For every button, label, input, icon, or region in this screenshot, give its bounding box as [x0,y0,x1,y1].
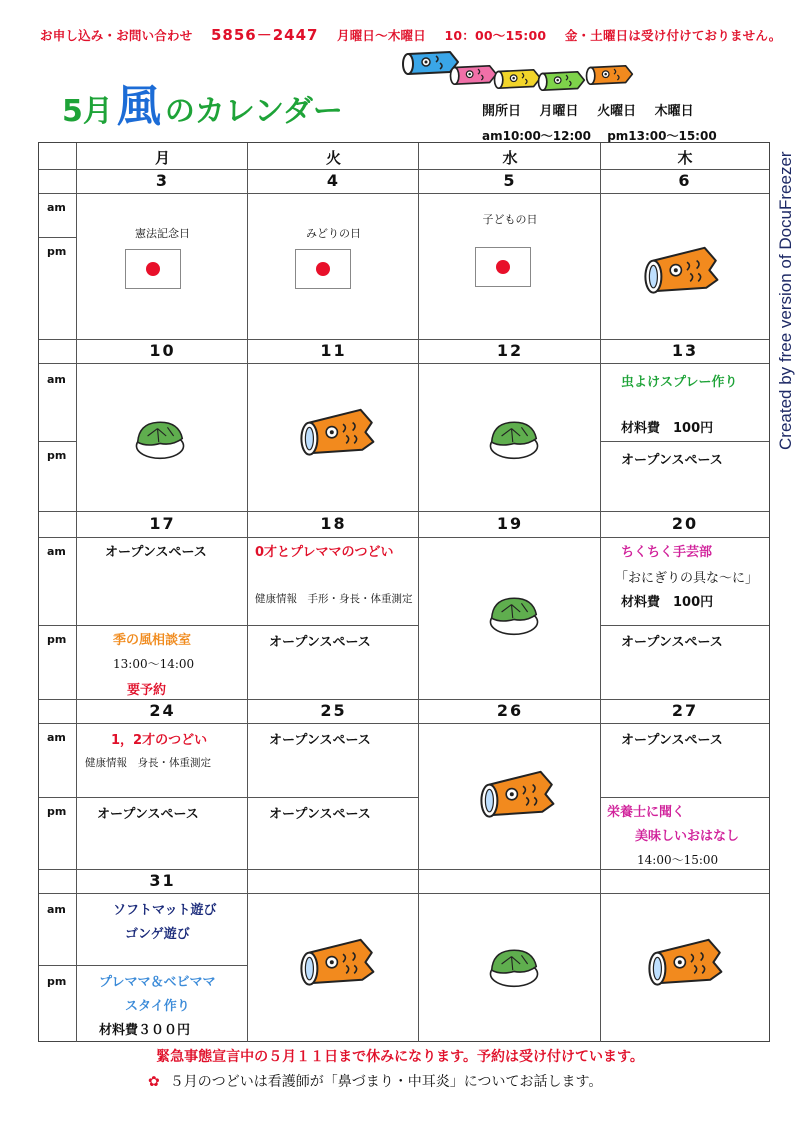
koinobori-icon [643,935,723,991]
footer-note-text: ５月のつどいは看護師が「鼻づまり・中耳炎」についてお話します。 [169,1074,603,1090]
weekday-mon: 月 [154,149,170,167]
event-title: ちくちく手芸部 [621,545,713,560]
contact-label: お申し込み・お問い合わせ [40,28,193,43]
grid-line [39,193,769,194]
event-title: 栄養士に聞く [607,805,686,820]
date-13: 13 [671,341,699,360]
pm-label: pm [47,245,67,258]
open-label: 開所日 [482,104,522,119]
am-label: am [47,373,66,386]
grid-line [39,723,769,724]
grid-line [39,169,769,170]
title-rest: のカレンダー [164,94,343,129]
open-day-2: 火曜日 [597,104,637,119]
weekday-wed: 水 [502,149,518,167]
event-detail: 「おにぎりの具な～に」 [615,571,759,586]
opening-info [482,100,729,144]
grid-line [601,797,769,798]
japan-flag-icon [125,249,181,289]
event-title: 虫よけスプレー作り [621,375,738,390]
kashiwamochi-icon [129,411,191,461]
event-title: 0才とプレママのつどい [255,545,394,560]
koinobori-icon [639,243,719,299]
event-title: 美味しいおはなし [635,829,740,844]
grid-line [39,625,419,626]
event-detail: 健康情報 身長・体重測定 [85,757,211,769]
event-open-space: オープンスペース [621,453,723,468]
pm-label: pm [47,633,67,646]
date-4: 4 [326,171,341,190]
date-24: 24 [149,701,176,720]
date-17: 17 [149,514,176,533]
title-kanji: 風 [116,81,161,132]
pm-label: pm [47,449,67,462]
grid-line [39,537,769,538]
event-reservation: 要予約 [127,683,167,698]
pm-label: pm [47,805,67,818]
grid-line [39,511,769,512]
event-open-space: オープンスペース [269,733,371,748]
koinobori-icon [295,935,375,991]
grid-line [39,237,77,238]
japan-flag-icon [475,247,531,287]
grid-line [601,441,769,442]
grid-line [601,625,769,626]
page-title [62,70,343,134]
grid-line [39,699,769,700]
event-title: スタイ作り [125,999,190,1014]
event-time: 13:00～14:00 [113,657,195,671]
event-fee: 材料費 100円 [621,595,714,610]
holiday-name: 子どもの日 [482,213,538,226]
weekday-tue: 火 [325,149,341,167]
date-6: 6 [678,171,692,190]
koinobori-icon [295,405,375,461]
grid-line [39,893,769,894]
event-title: プレママ＆ベビママ [99,975,216,990]
holiday-name: みどりの日 [306,227,361,240]
date-25: 25 [320,701,347,720]
grid-line [39,797,419,798]
event-fee: 材料費 100円 [621,421,714,436]
watermark: Created by free version of DocuFreezer [776,151,795,450]
grid-line [76,143,77,1042]
date-31: 31 [149,871,176,890]
grid-line [39,965,248,966]
date-26: 26 [496,701,524,720]
open-day-1: 月曜日 [539,104,579,119]
am-label: am [47,545,66,558]
kashiwamochi-icon [483,587,545,637]
grid-line [600,143,601,1042]
date-20: 20 [671,514,699,533]
event-time: 14:00～15:00 [637,853,719,867]
event-open-space: オープンスペース [269,807,371,822]
event-title: 1，2才のつどい [111,733,208,748]
am-label: am [47,201,66,214]
flower-icon: ✿ [148,1074,160,1090]
open-days: 月曜日～木曜日 [337,28,426,43]
event-open-space: オープンスペース [621,635,723,650]
koinobori-illustration [400,48,650,98]
am-hours: am10:00～12:00 [482,129,591,143]
date-12: 12 [496,341,524,360]
emergency-notice: 緊急事態宣言中の５月１１日まで休みになります。予約は受け付けています。 [156,1049,644,1065]
date-5: 5 [503,171,517,190]
date-11: 11 [320,341,347,360]
am-label: am [47,903,66,916]
grid-line [39,363,769,364]
koinobori-streamers [400,48,650,98]
event-fee: 材料費３００円 [99,1023,191,1038]
event-title: ソフトマット遊び [113,903,217,918]
phone-number: 5856－2447 [210,26,319,44]
grid-line [39,869,769,870]
title-month: 5月 [62,94,113,129]
open-day-3: 木曜日 [654,104,694,119]
weekday-thu: 木 [677,149,693,167]
grid-line [418,143,419,1042]
calendar-grid [38,142,770,1042]
event-open-space: オープンスペース [621,733,723,748]
footer-note [148,1071,602,1091]
kashiwamochi-icon [483,411,545,461]
kashiwamochi-icon [483,939,545,989]
event-open-space: オープンスペース [105,545,207,560]
holiday-name: 憲法記念日 [135,227,190,240]
grid-line [39,441,77,442]
pm-hours: pm13:00～15:00 [607,129,717,143]
date-19: 19 [496,514,524,533]
koinobori-icon [475,767,555,823]
event-open-space: オープンスペース [269,635,371,650]
date-18: 18 [320,514,347,533]
contact-line [40,24,780,45]
open-hours: 10：00～15:00 [444,28,547,43]
grid-line [247,143,248,1042]
japan-flag-icon [295,249,351,289]
grid-line [39,339,769,340]
pm-label: pm [47,975,67,988]
am-label: am [47,731,66,744]
date-10: 10 [149,341,176,360]
event-title: ゴンゲ遊び [125,927,190,942]
event-detail: 健康情報 手形・身長・体重測定 [255,593,413,605]
event-open-space: オープンスペース [97,807,199,822]
event-title: 季の風相談室 [113,633,192,648]
date-3: 3 [155,171,170,190]
closed-notice: 金・土曜日は受け付けておりません。 [564,28,782,43]
date-27: 27 [671,701,699,720]
